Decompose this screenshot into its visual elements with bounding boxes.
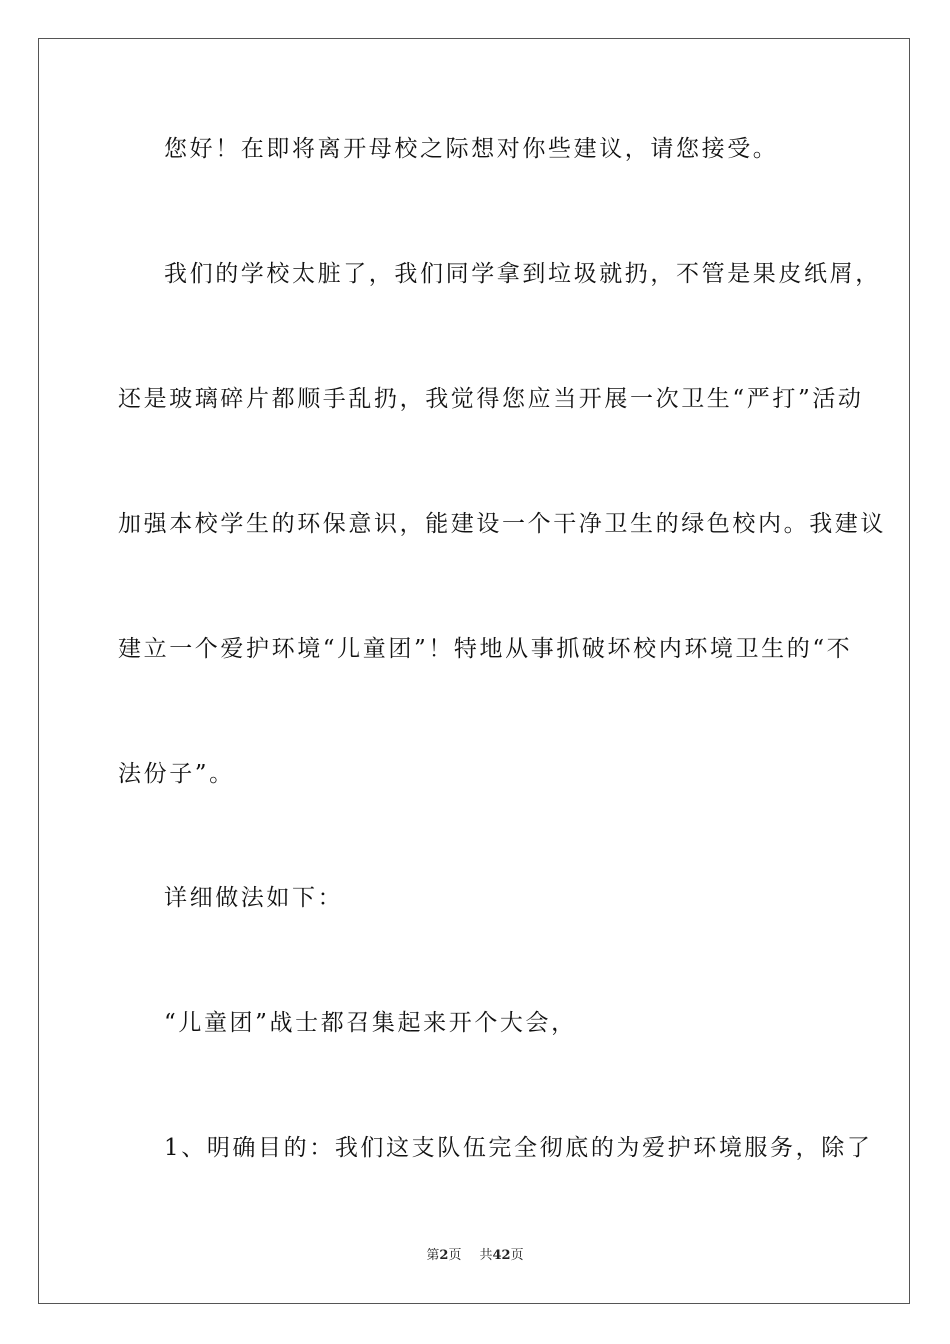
paragraph-line-9: 1、明确目的：我们这支队伍完全彻底的为爱护环境服务，除了 [164,1135,873,1161]
footer-total-prefix: 共 [479,1248,493,1263]
paragraph-line-2: 我们的学校太脏了，我们同学拿到垃圾就扔，不管是果皮纸屑， [164,261,881,287]
footer-page-prefix: 第 [426,1248,440,1263]
footer-total-suffix: 页 [510,1248,524,1263]
footer-page-suffix: 页 [448,1248,462,1263]
paragraph-line-7: 详细做法如下： [164,885,344,911]
paragraph-line-1: 您好！在即将离开母校之际想对你些建议，请您接受。 [164,136,779,162]
paragraph-line-6: 法份子”。 [118,761,235,787]
page-footer [0,1247,950,1265]
paragraph-line-4: 加强本校学生的环保意识，能建设一个干净卫生的绿色校内。我建议 [118,511,886,537]
footer-total-pages: 42 [492,1248,511,1263]
footer-page-number: 2 [439,1248,449,1263]
paragraph-line-5: 建立一个爱护环境“儿童团”！特地从事抓破坏校内环境卫生的“不 [118,636,853,662]
paragraph-line-8: “儿童团”战士都召集起来开个大会， [164,1010,577,1036]
paragraph-line-3: 还是玻璃碎片都顺手乱扔，我觉得您应当开展一次卫生“严打”活动 [118,386,864,412]
page-border [38,38,910,1304]
